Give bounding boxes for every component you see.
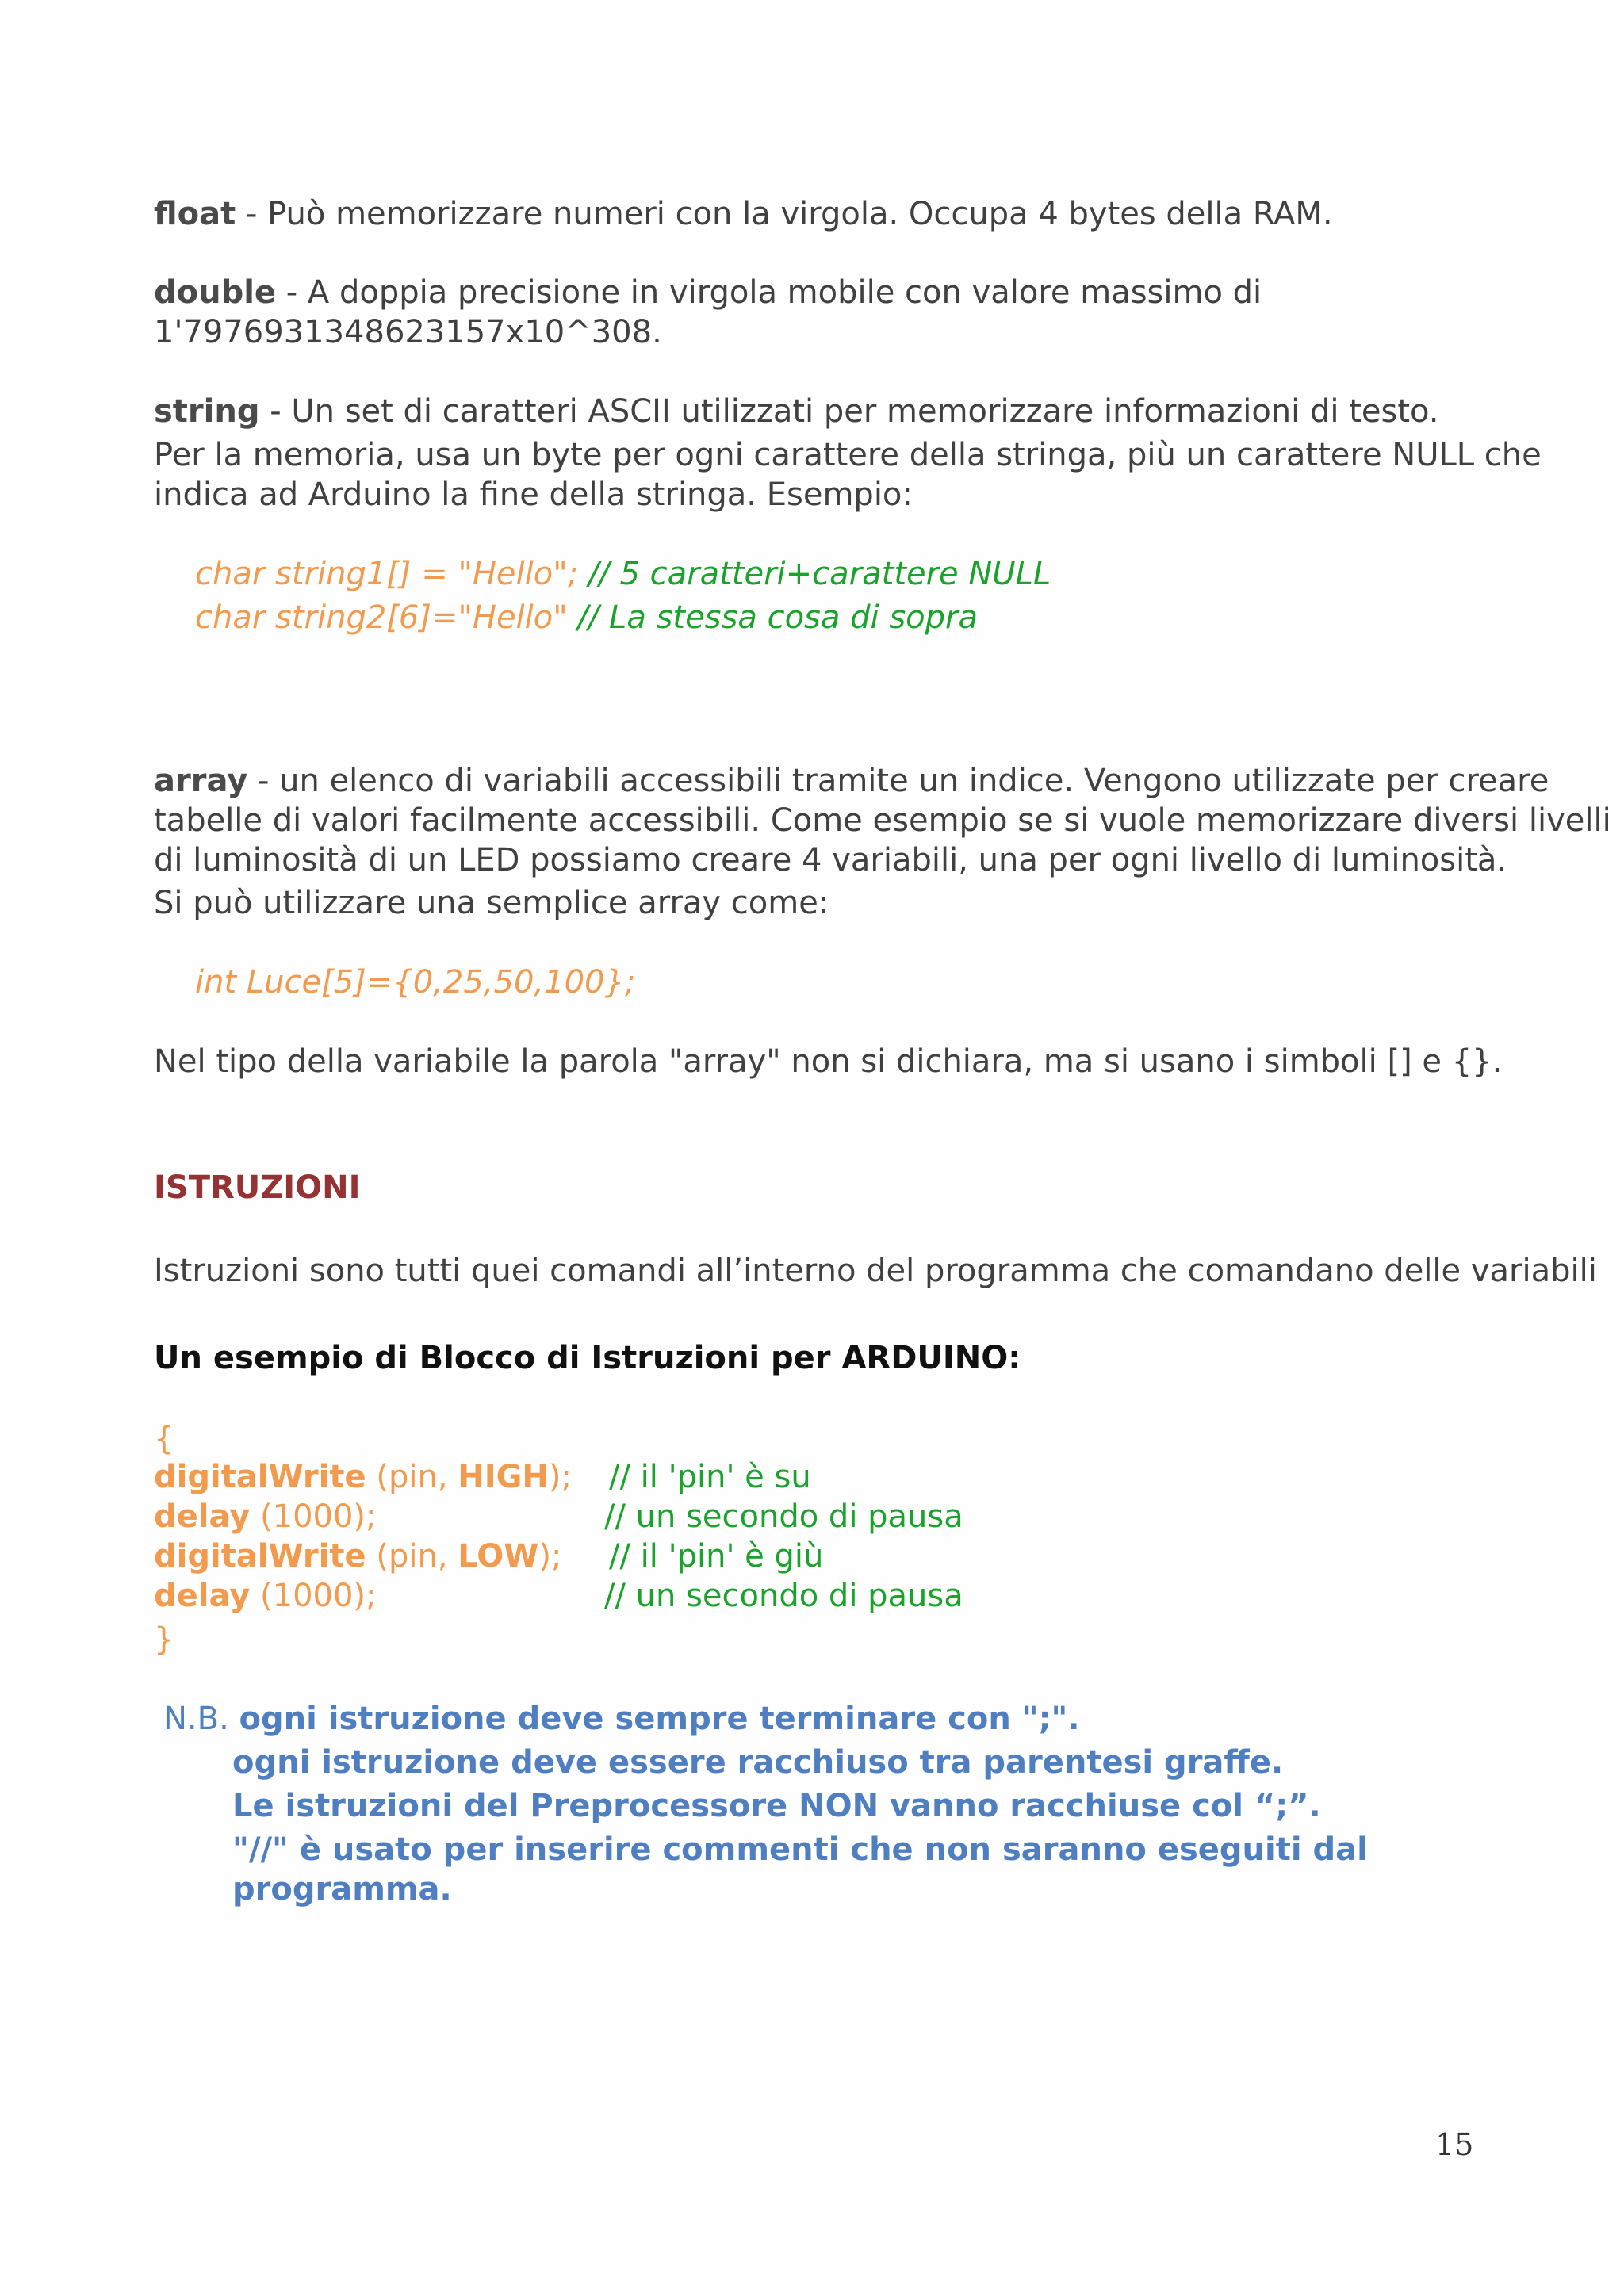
- section-heading: ISTRUZIONI: [154, 1169, 361, 1206]
- string-paragraph-line1: [154, 392, 1439, 431]
- code-args: (pin,: [366, 1459, 458, 1495]
- string-code-line-2: [195, 598, 978, 637]
- nb-label: N.B.: [163, 1701, 239, 1737]
- code-constant: LOW: [458, 1538, 539, 1575]
- code-comment: // il 'pin' è su: [609, 1459, 811, 1495]
- code-comment: // un secondo di pausa: [604, 1578, 963, 1614]
- code-open-brace: {: [154, 1421, 174, 1457]
- double-term: double: [154, 274, 277, 311]
- page-number: 15: [1435, 2127, 1474, 2162]
- code-text: char string2[6]="Hello": [195, 599, 568, 636]
- nb-text-1: ogni istruzione deve sempre terminare con ";".: [239, 1701, 1080, 1737]
- float-term: float: [154, 196, 236, 232]
- istruzioni-intro: Istruzioni sono tutti quei comandi all’interno del programma che comandano delle variabili: [154, 1253, 1597, 1289]
- nb-text-4: "//" è usato per inserire commenti che non saranno eseguiti dal: [232, 1831, 1368, 1868]
- float-paragraph: [154, 194, 1333, 234]
- string-text-1: - Un set di caratteri ASCII utilizzati per memorizzare informazioni di testo.: [259, 393, 1439, 430]
- code-args: (pin,: [366, 1538, 458, 1575]
- array-code: int Luce[5]={0,25,50,100};: [195, 964, 636, 1001]
- array-text-3: di luminosità di un LED possiamo creare 4 variabili, una per ogni livello di luminosità.: [154, 842, 1507, 878]
- code-line-4: [154, 1576, 963, 1616]
- array-text-1: - un elenco di variabili accessibili tramite un indice. Vengono utilizzate per creare: [247, 763, 1549, 799]
- code-args: (1000);: [250, 1578, 377, 1614]
- code-function: delay: [154, 1498, 251, 1535]
- code-line-1: [154, 1457, 811, 1497]
- code-comment: // 5 caratteri+carattere NULL: [578, 556, 1051, 592]
- nb-text-2: ogni istruzione deve essere racchiuso tra parentesi graffe.: [232, 1744, 1284, 1781]
- code-function: digitalWrite: [154, 1538, 366, 1575]
- array-term: array: [154, 763, 248, 799]
- code-function: delay: [154, 1578, 251, 1614]
- code-constant: HIGH: [458, 1459, 549, 1495]
- string-text-3: indica ad Arduino la fine della stringa. Esempio:: [154, 476, 913, 513]
- array-paragraph-line1: [154, 761, 1549, 801]
- code-comment: // il 'pin' è giù: [609, 1538, 824, 1575]
- nb-text-3: Le istruzioni del Preprocessore NON vanno racchiuse col “;”.: [232, 1788, 1321, 1824]
- code-comment: // La stessa cosa di sopra: [567, 599, 978, 636]
- array-text-4: Si può utilizzare una semplice array come:: [154, 885, 829, 921]
- nb-text-5: programma.: [232, 1871, 452, 1908]
- double-paragraph-line1: [154, 273, 1262, 312]
- code-function: digitalWrite: [154, 1459, 366, 1495]
- code-text: char string1[] = "Hello";: [195, 556, 579, 592]
- double-text-2: 1'7976931348623157x10^308.: [154, 314, 662, 350]
- istruzioni-subheading: Un esempio di Blocco di Istruzioni per ARDUINO:: [154, 1340, 1021, 1376]
- code-args: (1000);: [250, 1498, 377, 1535]
- array-note: Nel tipo della variabile la parola "array" non si dichiara, ma si usano i simboli [] e {}.: [154, 1043, 1503, 1080]
- code-line-3: [154, 1536, 824, 1576]
- code-close-brace: }: [154, 1621, 174, 1658]
- nb-line-1: [163, 1699, 1080, 1739]
- double-text-1: - A doppia precisione in virgola mobile con valore massimo di: [276, 274, 1262, 311]
- array-text-2: tabelle di valori facilmente accessibili. Come esempio se si vuole memorizzare diversi livelli: [154, 802, 1611, 839]
- string-text-2: Per la memoria, usa un byte per ogni carattere della stringa, più un carattere NULL che: [154, 437, 1542, 473]
- float-text: - Può memorizzare numeri con la virgola. Occupa 4 bytes della RAM.: [236, 196, 1333, 232]
- string-term: string: [154, 393, 260, 430]
- code-close: );: [538, 1538, 562, 1575]
- code-line-2: [154, 1497, 963, 1536]
- string-code-line-1: [195, 554, 1051, 594]
- code-comment: // un secondo di pausa: [604, 1498, 963, 1535]
- code-close: );: [548, 1459, 572, 1495]
